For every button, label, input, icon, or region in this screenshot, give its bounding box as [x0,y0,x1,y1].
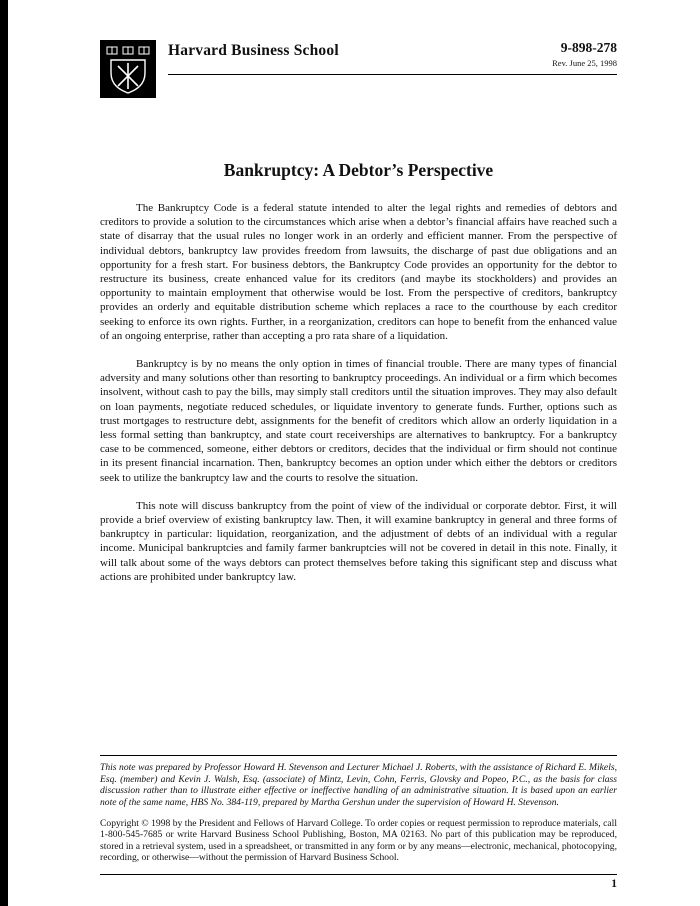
left-edge-bar [0,0,8,906]
document-header [100,40,617,98]
document-body [100,201,617,584]
school-name: Harvard Business School [168,42,339,59]
header-rule [168,74,617,75]
paragraph-3: This note will discuss bankruptcy from the point of view of the individual or corporate debtor. First, it will provide a brief overview of existing bankruptcy law. Then, it will examine bankruptcy in general and three forms of bankruptcy in particular: liquidation, reorganization, and the adjustment of debts of an individual with a regular income. Municipal bankruptcies and family farmer bankruptcies will not be covered in detail in this note. Finally, it will talk about some of the ways debtors can protect themselves before taking this significant step and discuss what actions are prohibited under bankruptcy law. [100,499,617,583]
hbs-shield-logo [100,40,156,98]
page-number: 1 [611,878,617,890]
bottom-rule [100,874,617,875]
copyright-text: Copyright © 1998 by the President and Fellows of Harvard College. To order copies or request permission to reproduce materials, call 1-800-545-7685 or write Harvard Business School Publishing, Boston, MA 02163. No part of this publication may be reproduced, stored in a retrieval system, used in a spreadsheet, or transmitted in any form or by any means—electronic, mechanical, photocopying, recording, or otherwise—without the permission of Harvard Business School. [100,817,617,864]
case-number: 9-898-278 [560,40,617,55]
page-content [100,40,617,598]
revision-date: Rev. June 25, 1998 [552,58,617,68]
footnote-rule [100,755,617,756]
paragraph-1: The Bankruptcy Code is a federal statute intended to alter the legal rights and remedies of debtors and creditors to provide a solution to the circumstances which arise when a debtor’s financial affairs have reached such a state of disarray that the usual rules no longer work in an orderly and efficient manner. From the perspective of individual debtors, bankruptcy law provides freedom from lawsuits, the discharge of past due obligations and an opportunity for a fresh start. For business debtors, the Bankruptcy Code provides an opportunity for the debtor to restructure its business, create enhanced value for its creditors (and maybe its stockholders) and provides an opportunity to maintain employment that otherwise would be lost. From the perspective of creditors, bankruptcy provides an orderly and equitable distribution scheme which replaces a race to the courthouse by each creditor seeking to enforce its own rights. Further, in a reorganization, creditors can hope to benefit from the enhanced value of an ongoing enterprise, rather than accepting a pro rata share of a liquidation. [100,202,617,342]
page-footer [100,755,617,890]
document-title: Bankruptcy: A Debtor’s Perspective [223,160,494,180]
footnote-text: This note was prepared by Professor Howard H. Stevenson and Lecturer Michael J. Roberts, with the assistance of Richard E. Mikels, Esq. (member) and Kevin J. Walsh, Esq. (associate) of Mintz, Levin, Cohn, Ferris, Glovsky and Popeo, P.C., as the basis for class discussion rather than to illustrate either effective or ineffective handling of an administrative situation. It is based upon an earlier note of the same name, HBS No. 384-119, prepared by Martha Gershun under the supervision of Howard H. Stevenson. [100,762,617,809]
paragraph-2: Bankruptcy is by no means the only option in times of financial trouble. There are many types of financial adversity and many solutions other than resorting to bankruptcy proceedings. An individual or a firm which becomes insolvent, without cash to pay the bills, may simply stall creditors until the situation improves. They may also default on loan payments, negotiate reduced schedules, or liquidate inventory to generate funds. Further, options such as trust mortgages to restructure debt, assignments for the benefit of creditors which allow an orderly liquidation in a less formal setting than bankruptcy, and state court receiverships are alternatives to bankruptcy. For a bankruptcy case to be commenced, someone, either debtors or creditors, decides that the individual or firm should not continue in its present financial incarnation. Then, bankruptcy becomes an option under which either the debtors or creditors seek to utilize the bankruptcy law and the courts to resolve the situation. [100,358,617,484]
